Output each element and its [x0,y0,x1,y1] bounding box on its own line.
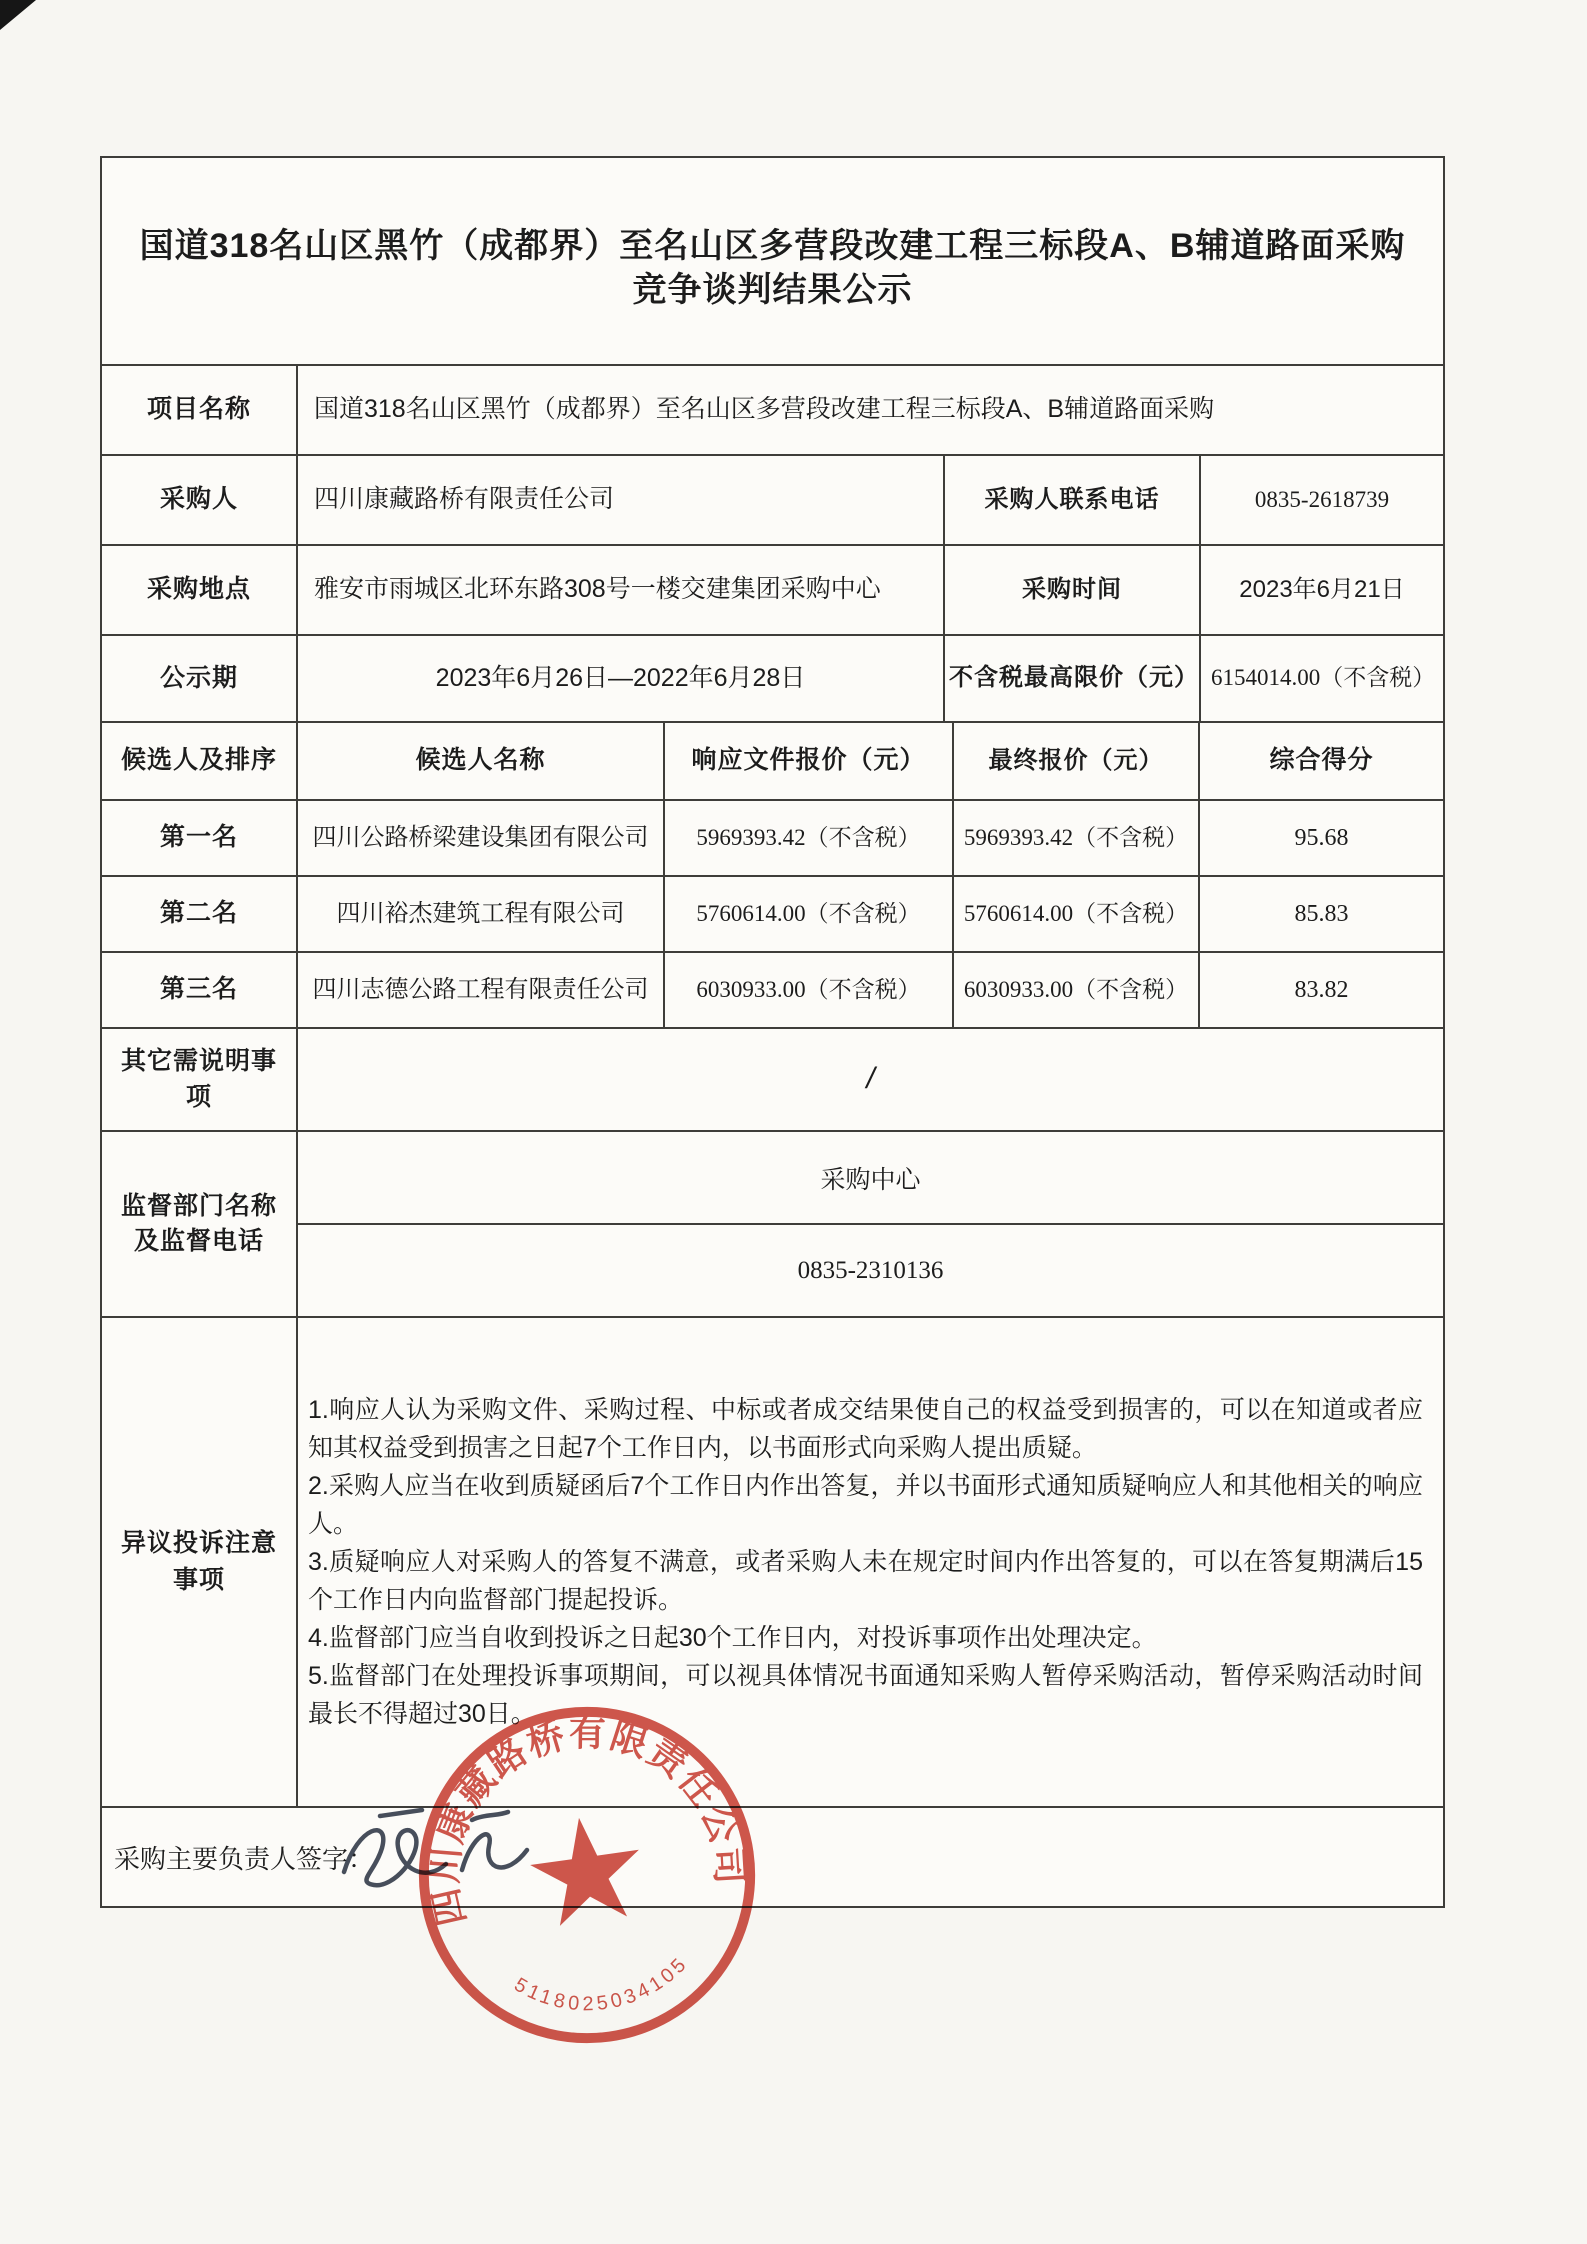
other-notes-label: 其它需说明事项 [120,1047,277,1111]
max-price-label: 不含税最高限价（元） [943,636,1199,721]
column-header-score: 综合得分 [1198,723,1443,799]
purchase-location-value: 雅安市雨城区北环东路308号一楼交建集团采购中心 [296,546,943,634]
supervision-values [296,1132,1443,1316]
candidate-row [102,951,1443,1027]
supervision-department-name: 采购中心 [820,1165,921,1194]
purchaser-phone-value: 0835-2618739 [1199,456,1443,544]
objection-item-2: 2.采购人应当在收到质疑函后7个工作日内作出答复，并以书面形式通知质疑响应人和其他相关的响应人。 [308,1472,1423,1538]
project-name-value: 国道318名山区黑竹（成都界）至名山区多营段改建工程三标段A、B辅道路面采购 [296,366,1443,454]
column-header-name: 候选人名称 [296,723,663,799]
candidate-name: 四川志德公路工程有限责任公司 [296,953,663,1027]
candidate-rank: 第三名 [159,975,238,1004]
purchase-time-value: 2023年6月21日 [1199,546,1443,634]
candidate-score: 83.82 [1198,953,1443,1027]
table-row [102,1027,1443,1130]
objection-item-1: 1.响应人认为采购文件、采购过程、中标或者成交结果使自己的权益受到损害的，可以在知道或者应知其权益受到损害之日起7个工作日内，以书面形式向采购人提出质疑。 [308,1396,1423,1462]
objection-label: 异议投诉注意事项 [120,1528,277,1594]
supervision-phone: 0835-2310136 [298,1223,1443,1316]
candidate-row [102,875,1443,951]
purchase-time-label: 采购时间 [943,546,1199,634]
table-row [102,364,1443,454]
announcement-table [100,156,1445,1908]
table-row [102,544,1443,634]
candidate-response-price: 5760614.00（不含税） [663,877,952,951]
scan-corner-artifact [0,0,36,30]
candidate-final-price: 5760614.00（不含税） [952,877,1198,951]
document-title-line2: 竞争谈判结果公示 [632,271,913,309]
company-seal-stamp [374,1662,801,2089]
objection-item-3: 3.质疑响应人对采购人的答复不满意，或者采购人未在规定时间内作出答复的，可以在答复期满后15个工作日内向监督部门提起投诉。 [308,1548,1423,1614]
candidate-final-price: 5969393.42（不含税） [952,801,1198,875]
supervision-label: 监督部门名称及监督电话 [120,1191,277,1255]
objection-item-5: 5.监督部门在处理投诉事项期间，可以视具体情况书面通知采购人暂停采购活动，暂停采购活动时间最长不得超过30日。 [308,1662,1423,1728]
seal-number: 5118025034105 [510,1951,694,2016]
document-title-line1: 国道318名山区黑竹（成都界）至名山区多营段改建工程三标段A、B辅道路面采购 [139,227,1406,265]
column-header-response-price: 响应文件报价（元） [663,723,952,799]
candidate-name: 四川公路桥梁建设集团有限公司 [296,801,663,875]
candidate-rank: 第二名 [159,899,238,928]
candidate-score: 95.68 [1198,801,1443,875]
candidate-final-price: 6030933.00（不含税） [952,953,1198,1027]
candidate-row [102,799,1443,875]
table-row [102,1316,1443,1806]
publicity-period-value: 2023年6月26日—2022年6月28日 [296,636,943,721]
max-price-value: 6154014.00（不含税） [1199,636,1443,721]
purchaser-phone-label: 采购人联系电话 [943,456,1199,544]
candidate-score: 85.83 [1198,877,1443,951]
column-header-rank: 候选人及排序 [120,746,277,775]
seal-company-name: 四川康藏路桥有限责任公司 [423,1712,751,1930]
project-name-label: 项目名称 [146,395,251,424]
candidate-response-price: 5969393.42（不含税） [663,801,952,875]
publicity-period-label: 公示期 [159,663,238,692]
table-row [102,454,1443,544]
objection-item-4: 4.监督部门应当自收到投诉之日起30个工作日内，对投诉事项作出处理决定。 [308,1624,1157,1652]
purchaser-label: 采购人 [159,485,238,514]
candidate-rank: 第一名 [159,823,238,852]
signature-label: 采购主要负责人签字： [114,1843,375,1874]
candidates-header-row [102,721,1443,799]
purchaser-value: 四川康藏路桥有限责任公司 [296,456,943,544]
column-header-final-price: 最终报价（元） [952,723,1198,799]
purchase-location-label: 采购地点 [146,575,251,604]
candidate-name: 四川裕杰建筑工程有限公司 [296,877,663,951]
star-icon [525,1810,648,1929]
candidate-response-price: 6030933.00（不含税） [663,953,952,1027]
other-notes-value: / [296,1029,1443,1130]
table-row [102,634,1443,721]
title-block [102,158,1443,364]
table-row [102,1130,1443,1316]
